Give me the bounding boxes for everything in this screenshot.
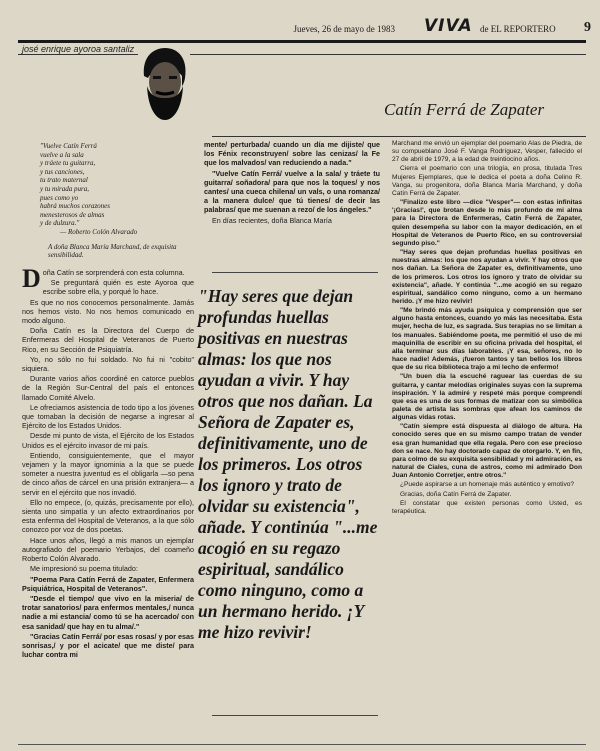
paragraph: "Finalizo este libro —dice "Vesper"— con estas infinitas '¡Gracias!', que brotan desde lo más profundo de mi alma para la Directora de Enfermeras, Catín Ferrá de Zapater, quien desempeña su labor con la mayor dedicación, en el Hospital de Veteranos de Puerto Rico, en su controversial segundo piso.": [392, 199, 582, 247]
paragraph: Durante varios años coordiné en catorce pueblos de la Región Sur-Central del país el entonces llamado Comité Alvelo.: [22, 374, 194, 402]
title-rule: [212, 136, 586, 137]
paragraph: "Hay seres que dejan profundas huellas positivas en nuestras almas: los que nos ayudan a vivir. Y hay otros que nos dañan. La Señora de Zapater es, definitivamente, uno de los primeros. Los otros los ignoro y trato de olvidar su existencia", añade. Y continúa "...me acogió en su regazo espiritual, sandálico como ninguno, como a un hermano herido. ¡Y me hizo revivir!: [392, 249, 582, 305]
paragraph: ¿Puede aspirarse a un homenaje más auténtico y emotivo?: [400, 481, 575, 489]
byline-rule: [18, 54, 586, 55]
viva-logo: VIVA: [424, 16, 473, 36]
poem-signature: — Roberto Colón Alvarado: [60, 227, 138, 236]
paragraph: Le ofreciamos asistencia de todo tipo a los jóvenes que tomaban la decisión de negarse a ingresar al Ejército de los Estados Unidos.: [22, 402, 194, 431]
poem-line: habrá muchos corazones: [40, 202, 110, 211]
poem-line: y de dulzura.": [40, 219, 80, 228]
paragraph: Yo, no sólo no fui soldado. No fui ni "cobito" siquiera.: [22, 354, 194, 374]
article-column-1: [22, 264, 195, 660]
poem-dedication: A doña Blanca María Marchand, de exquisita sensibilidad.: [48, 242, 177, 260]
paragraph: Entiendo, consiguientemente, que el mayor vejamen y la mayor ignominia a la que se puede someter a nuestra juventud es el obligarla —so pena de cinco años de cárcel en una prisión extranjera— a servir en el ejército que nos invadió.: [22, 450, 194, 497]
paragraph: "Vuelve Catín Ferrá/ vuelve a la sala/ y tráete tu guitarra/ soñadora/ para que nos la toques/ y nos cantes/ una cueca chilena/ un vals, o una romanza/ a la manera dulce/ que tú tienes/ de decir las palabras/ que me suenan a rezo/ de los ángeles.": [204, 168, 380, 215]
header-rule: [18, 40, 586, 43]
poem-line: vuelve a la sala: [40, 150, 84, 159]
author-portrait: [138, 46, 190, 124]
paragraph: Hace unos años, llegó a mis manos un ejemplar autografiado del poemario Yerbajos, del coameño Roberto Colón Alvarado.: [22, 535, 194, 564]
poem-line: "Vuelve Catín Ferrá: [40, 142, 97, 150]
paragraph: Marchand me envió un ejemplar del poemario Alas de Piedra, de su compueblano José F. Vanga Rodríguez, Vesper, fallecido el 27 de abril de 1979, a la edad de treintiocino años.: [392, 140, 582, 164]
paragraph: "Gracias Catín Ferrá/ por esas rosas/ y por esas sonrisas,/ y por el acicate/ que me diste/ para luchar contra mi: [22, 631, 195, 660]
page-number: 9: [584, 20, 591, 35]
pullquote-rule-bottom: [212, 715, 378, 716]
paragraph: oña Catín se sorprenderá con esta columna.: [42, 268, 185, 277]
paragraph: "Desde el tiempo/ que vivo en la miseria/ de trotar sanatorios/ para enfermos mentales,/ nunca nadie a mi estancia/ como tú se ha acercado/ con esa sanidad/ que hay en tu alma/.": [22, 593, 194, 631]
paragraph: Es que no nos conocemos personalmente. Jamás nos hemos visto. No nos hemos comunicado en modo alguno.: [22, 297, 194, 326]
pull-quote: "Hay seres que dejan profundas huellas positivas en nuestras almas: los que nos ayudan a vivir. Y hay otros que nos dañan. La Señora de Zapater es, definitivamente, uno de los primeros. Los otros los ignoro y trato de olvidar su existencia", añade. Y continúa "...me acogió en su regazo espiritual, sandálico como ninguno, como a un hermano herido. ¡Y me hizo revivir!: [198, 286, 378, 642]
paragraph: El constatar que existen personas como Usted, es terapéutica.: [392, 499, 582, 515]
article-column-3: [392, 140, 582, 517]
paragraph: "Un buen día la escuché raguear las cuerdas de su guitarra, y cantar melodías originales suyas con la suprema inspiración. Y la admiré y respeté más porque comprendí que esa es una de sus formas de matizar con su simbólica paleta de artista las sombras que afean los caminos de algunas vidas rotas.: [392, 373, 582, 422]
paragraph: En días recientes, doña Blanca María: [212, 215, 332, 225]
drop-cap: D: [22, 264, 41, 293]
paragraph: "Me brindó más ayuda psíquica y comprensión que ser alguno hasta entonces, cuando yo más las necesitaba. Esta mujer, hecha de luz, es sagrada. Sus terapias no se limitan a los manuales. Sabiéndome poeta, me permitió el uso de mi maquinilla de escribir en su oficina privada del hospital, el alla terminar sus días laborables. ¡Y esa, señores, no lo hace nadie! Además, ¡fueron tantos y tan bellos los libros que de su rica biblioteca trajo a mi lecho de enfermo!: [392, 307, 582, 372]
poem-line: y tráete tu guitarra,: [40, 159, 96, 168]
paragraph: Me impresionó su poema titulado:: [30, 564, 138, 574]
paragraph: mente/ perturbada/ cuando un día me dijiste/ que los Fénix reconstruyen/ sobre las cenizas/ la Fe que los malvados/ van reduciendo a nada.": [204, 140, 380, 168]
poem-line: y tu mirada pura,: [40, 184, 89, 193]
article-column-2: [204, 140, 380, 226]
footer-rule: [18, 744, 586, 745]
paragraph: Gracias, doña Catín Ferrá de Zapater.: [400, 490, 512, 498]
paragraph: "Catín siempre está dispuesta al diálogo de altura. Ha conocido seres que en su mismo campo tratan de vender esa gran humanidad que ella regala. Pero con ese precioso don se nace. No hay doctorado capaz de otorgarlo. Y, en fin, para colmo de su exquisita sensibilidad y mi admiración, es natural de Ciales, cuna de astros, como mi admirado Don Juan Antonio Corretjer, entre otros.": [392, 423, 582, 480]
paragraph: Doña Catín es la Directora del Cuerpo de Enfermeras del Hospital de Veteranos de Puerto Rico, en su Sección de Psiquiatría.: [22, 326, 194, 354]
byline: josé enrique ayoroa santaliz: [22, 44, 135, 54]
pullquote-rule-top: [212, 272, 378, 273]
paragraph: Cierra el poemario con una trilogía, en prosa, titulada Tres Mujeres Ejemplares, que le dedica el poeta a doña Celino R. Vanga, su progenitora, doña Blanca María Marchand, y doña Catín Ferrá de Zapater.: [392, 165, 582, 197]
paragraph: Ello no empece, (o, quizás, precisamente por ello), sienta uno simpatía y un afecto extraordinarios por esta enferma del Hospital de Veteranos, a la que sólo conozco por voz de dos poetas.: [22, 497, 194, 535]
paragraph: Desde mi punto de vista, el Ejército de los Estados Unidos es el ejército invasor de mi país.: [22, 431, 194, 450]
section-name: de EL REPORTERO: [480, 24, 556, 34]
poem-line: menesterosos de almas: [40, 210, 105, 219]
poem-line: y tus canciones,: [40, 167, 85, 176]
paragraph: Se preguntará quién es este Ayoroa que escribe sobre ella, y porqué lo hace.: [42, 278, 194, 297]
epigraph-poem: [40, 142, 190, 260]
issue-date: Jueves, 26 de mayo de 1983: [293, 24, 395, 34]
poem-line: pues como yo: [40, 193, 79, 202]
paragraph: "Poema Para Catín Ferrá de Zapater, Enfermera Psiquiátrica, Hospital de Veteranos".: [22, 574, 194, 593]
article-title: Catín Ferrá de Zapater: [384, 100, 545, 119]
page-header: [0, 0, 600, 44]
poem-line: tu trato maternal: [40, 176, 88, 185]
